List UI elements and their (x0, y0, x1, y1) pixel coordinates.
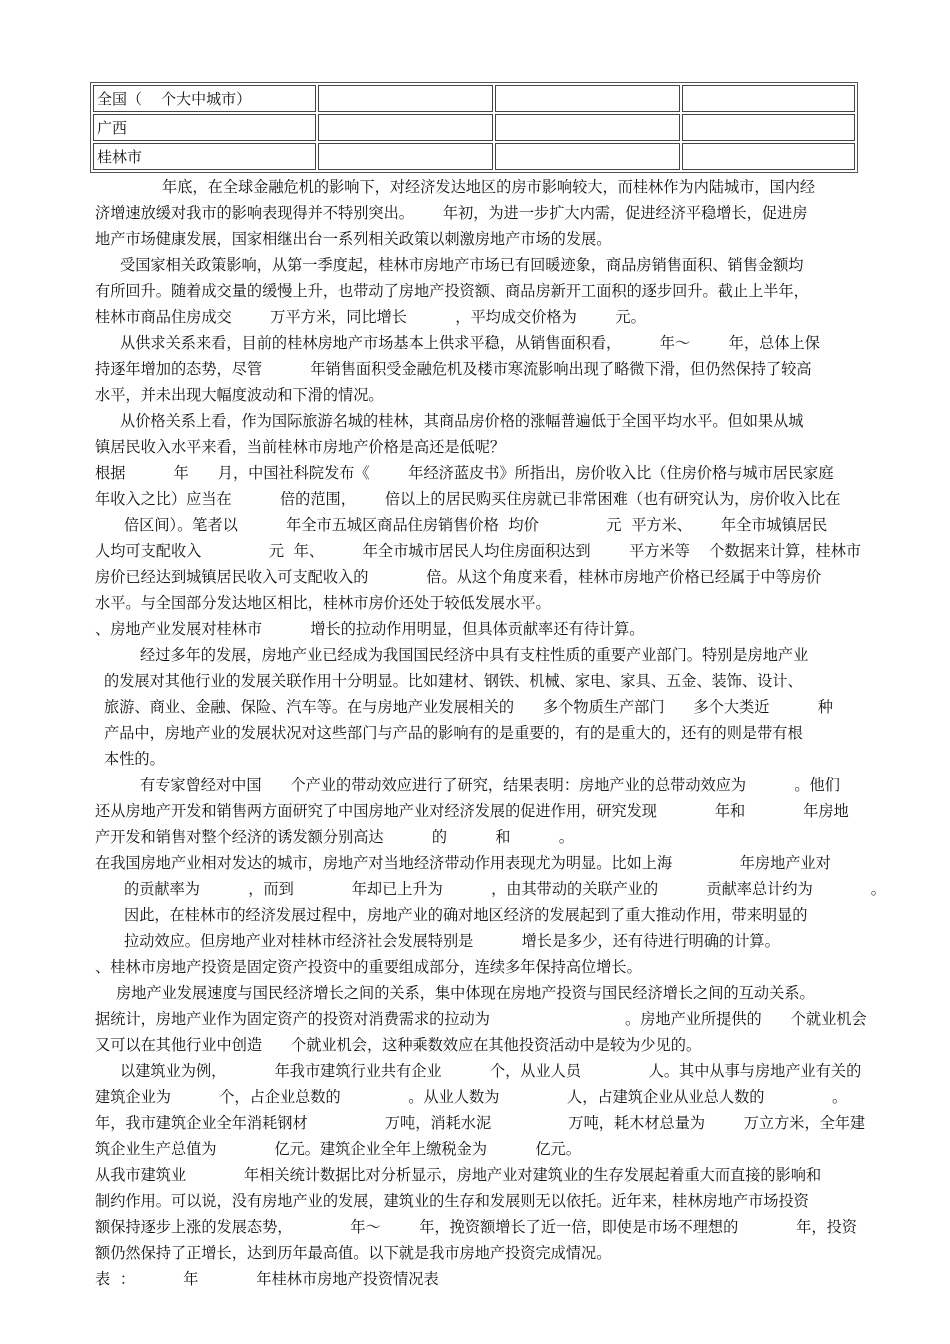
table-row (93, 143, 855, 170)
text-line: 地产市场健康发展，国家相继出台一系列相关政策以刺激房地产市场的发展。 (95, 230, 612, 248)
text-line: 从我市建筑业 年相关统计数据比对分析显示，房地产业对建筑业的生存发展起着重大而直接的影响和 (95, 1166, 822, 1184)
text-line: 济增速放缓对我市的影响表现得并不特别突出。 年初，为进一步扩大内需，促进经济平稳增长，促进房 (95, 204, 808, 222)
text-line: 又可以在其他行业中创造 个就业机会，这种乘数效应在其他投资活动中是较为少见的。 (95, 1036, 702, 1054)
table-cell-empty (682, 143, 855, 170)
text-line: 产开发和销售对整个经济的诱发额分别高达 的 和 。 (95, 828, 574, 846)
text-line: 有所回升。随着成交量的缓慢上升，也带动了房地产投资额、商品房新开工面积的逐步回升。截止上半年， (95, 282, 809, 300)
table-cell-empty (682, 85, 855, 112)
text-line: 因此，在桂林市的经济发展过程中，房地产业的确对地区经济的发展起到了重大推动作用，带来明显的 (124, 906, 808, 924)
text-line: 倍区间）。笔者以 年全市五城区商品住房销售价格 均价 元 平方米、 年全市城镇居民 (95, 516, 828, 534)
text-line: 受国家相关政策影响，从第一季度起，桂林市房地产市场已有回暖迹象，商品房销售面积、销售金额均 (120, 256, 804, 274)
text-line: 建筑企业为 个，占企业总数的 。从业人数为 人，占建筑企业从业总人数的 。 (95, 1088, 848, 1106)
table-cell-empty (495, 85, 680, 112)
text-line: 的贡献率为 ，而到 年却已上升为 ，由其带动的关联产业的 贡献率总计约为 。 (124, 880, 886, 898)
table-cell-empty (318, 85, 493, 112)
text-line: 以建筑业为例， 年我市建筑行业共有企业 个，从业人员 人。其中从事与房地产业有关的 (120, 1062, 862, 1080)
text-line: 还从房地产开发和销售两方面研究了中国房地产业对经济发展的促进作用，研究发现 年和 年房地 (95, 802, 849, 820)
text-line: 的发展对其他行业的发展关联作用十分明显。比如建材、钢铁、机械、家电、家具、五金、装饰、设计、 (104, 672, 803, 690)
section-heading: 、房地产业发展对桂林市 增长的拉动作用明显，但具体贡献率还有待计算。 (95, 620, 645, 638)
text-line: 据统计，房地产业作为固定资产的投资对消费需求的拉动为 。房地产业所提供的 个就业机会 (95, 1010, 867, 1028)
table-row (93, 114, 855, 141)
text-line: 从价格关系上看，作为国际旅游名城的桂林，其商品房价格的涨幅普遍低于全国平均水平。但如果从城 (120, 412, 804, 430)
text-line: 年底，在全球金融危机的影响下，对经济发达地区的房市影响较大，而桂林作为内陆城市，国内经 (162, 178, 816, 196)
text-line: 房价已经达到城镇居民收入可支配收入的 倍。从这个角度来看，桂林市房地产价格已经属于中等房价 (95, 568, 822, 586)
text-line: 在我国房地产业相对发达的城市，房地产对当地经济带动作用表现尤为明显。比如上海 年房地产业对 (95, 854, 831, 872)
table-cell-empty (318, 143, 493, 170)
text-line: 持逐年增加的态势，尽管 年销售面积受金融危机及楼市寒流影响出现了略微下滑，但仍然保持了较高 (95, 360, 812, 378)
text-line: 从供求关系来看，目前的桂林房地产市场基本上供求平稳，从销售面积看， 年～ 年，总体上保 (120, 334, 820, 352)
text-line: 本性的。 (104, 750, 165, 768)
section-heading: 、桂林市房地产投资是固定资产投资中的重要组成部分，连续多年保持高位增长。 (95, 958, 642, 976)
table-cell-empty (682, 114, 855, 141)
text-line: 镇居民收入水平来看，当前桂林市房地产价格是高还是低呢？ (95, 438, 506, 456)
text-line: 水平。与全国部分发达地区相比，桂林市房价还处于较低发展水平。 (95, 594, 551, 612)
text-line: 产品中，房地产业的发展状况对这些部门与产品的影响有的是重要的，有的是重大的，还有的则是带有根 (104, 724, 803, 742)
text-line: 制约作用。可以说，没有房地产业的发展，建筑业的生存和发展则无以依托。近年来，桂林房地产市场投资 (95, 1192, 809, 1210)
text-line: 人均可支配收入 元 年、 年全市城市居民人均住房面积达到 平方米等 个数据来计算，桂林市 (95, 542, 862, 560)
text-line: 年，我市建筑企业全年消耗钢材 万吨，消耗水泥 万吨，耗木材总量为 万立方米，全年建 (95, 1114, 866, 1132)
table-cell-region: 桂林市 (93, 143, 316, 170)
text-line: 桂林市商品住房成交 万平方米，同比增长 ，平均成交价格为 元。 (95, 308, 646, 326)
table-row (93, 85, 855, 112)
table-cell-empty (495, 143, 680, 170)
text-line: 筑企业生产总值为 亿元。建筑企业全年上缴税金为 亿元。 (95, 1140, 581, 1158)
table-cell-region: 全国（ 个大中城市） (93, 85, 316, 112)
text-line: 根据 年 月，中国社科院发布《 年经济蓝皮书》所指出，房价收入比（住房价格与城市居民家庭 (95, 464, 834, 482)
text-line: 水平，并未出现大幅度波动和下滑的情况。 (95, 386, 384, 404)
text-line: 额仍然保持了正增长，达到历年最高值。以下就是我市房地产投资完成情况。 (95, 1244, 612, 1262)
table-cell-region: 广西 (93, 114, 316, 141)
table-cell-empty (495, 114, 680, 141)
region-data-table (90, 82, 858, 173)
text-line: 额保持逐步上涨的发展态势， 年～ 年，挽资额增长了近一倍，即使是市场不理想的 年，投资 (95, 1218, 857, 1236)
text-line: 有专家曾经对中国 个产业的带动效应进行了研究，结果表明：房地产业的总带动效应为 。他们 (140, 776, 840, 794)
text-line: 经过多年的发展，房地产业已经成为我国国民经济中具有支柱性质的重要产业部门。特别是房地产业 (140, 646, 809, 664)
table-cell-empty (318, 114, 493, 141)
text-line: 年收入之比）应当在 倍的范围， 倍以上的居民购买住房就已非常困难（也有研究认为，房价收入比在 (95, 490, 841, 508)
text-line: 旅游、商业、金融、保险、汽车等。在与房地产业发展相关的 多个物质生产部门 多个大类近 种 (104, 698, 833, 716)
text-line: 拉动效应。但房地产业对桂林市经济社会发展特别是 增长是多少，还有待进行明确的计算。 (124, 932, 780, 950)
text-line: 房地产业发展速度与国民经济增长之间的关系，集中体现在房地产投资与国民经济增长之间的互动关系。 (116, 984, 815, 1002)
table-caption: 表 ： 年 年桂林市房地产投资情况表 (95, 1270, 439, 1288)
